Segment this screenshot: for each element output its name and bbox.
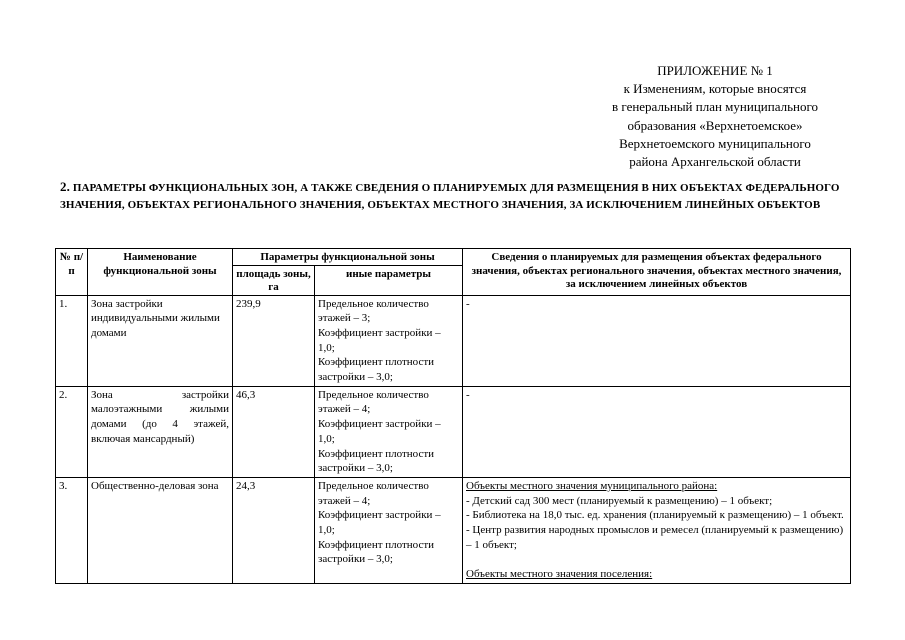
row-num: 1. (56, 295, 88, 386)
row-params (315, 295, 463, 386)
header-zone-name: Наименование функциональной зоны (88, 249, 233, 296)
header-num: № п/п (56, 249, 88, 296)
row-zone-name: Общественно-деловая зона (88, 477, 233, 583)
appendix-header (560, 62, 870, 171)
table-row (56, 477, 851, 583)
param-coverage: Коэффициент застройки – 1,0; (318, 509, 441, 537)
section-number: 2. (60, 179, 70, 194)
table-row (56, 386, 851, 477)
row-area: 24,3 (233, 477, 315, 583)
section-title-text: ПАРАМЕТРЫ ФУНКЦИОНАЛЬНЫХ ЗОН, А ТАКЖЕ СВЕДЕНИЯ О ПЛАНИРУЕМЫХ ДЛЯ РАЗМЕЩЕНИЯ В НИХ ОБЪЕКТАХ ФЕДЕРАЛЬНОГО ЗНАЧЕНИЯ, ОБЪЕКТАХ РЕГИОНАЛЬНОГО ЗНАЧЕНИЯ, ОБЪЕКТАХ МЕСТНОГО ЗНАЧЕНИЯ, ЗА ИСКЛЮЧЕНИЕМ ЛИНЕЙНЫХ ОБЪЕКТОВ (60, 182, 840, 211)
object-item: - Детский сад 300 мест (планируемый к размещению) – 1 объект; (466, 494, 773, 507)
header-objects: Сведения о планируемых для размещения объектах федерального значения, объектах регионального значения, объектах местного значения, за исключением линейных объектов (463, 249, 851, 296)
row-params (315, 386, 463, 477)
spacer (466, 552, 847, 567)
section-title (60, 178, 850, 214)
param-density: Коэффициент плотности застройки – 3,0; (318, 538, 435, 566)
header-params-group: Параметры функциональной зоны (233, 249, 463, 266)
param-coverage: Коэффициент застройки – 1,0; (318, 326, 441, 354)
appendix-line: района Архангельской области (629, 154, 801, 170)
row-num: 3. (56, 477, 88, 583)
appendix-line: к Изменениям, которые вносятся (623, 81, 807, 97)
row-zone-name: Зона застройки малоэтажными жилыми домами (до 4 этажей, включая мансардный) (88, 386, 233, 477)
param-density: Коэффициент плотности застройки – 3,0; (318, 356, 435, 384)
row-objects: - (463, 386, 851, 477)
appendix-line: в генеральный план муниципального (612, 99, 818, 115)
objects-heading-district: Объекты местного значения муниципального района: (466, 479, 718, 492)
row-zone-name: Зона застройки индивидуальными жилыми домами (88, 295, 233, 386)
appendix-line: ПРИЛОЖЕНИЕ № 1 (657, 63, 773, 78)
param-floors: Предельное количество этажей – 4; (318, 479, 429, 507)
param-coverage: Коэффициент застройки – 1,0; (318, 418, 441, 445)
row-num: 2. (56, 386, 88, 477)
object-item: - Центр развития народных промыслов и ремесел (планируемый к размещению) – 1 объект; (466, 524, 844, 551)
header-area: площадь зоны, га (233, 265, 315, 295)
param-floors: Предельное количество этажей – 3; (318, 297, 429, 325)
object-item: - Библиотека на 18,0 тыс. ед. хранения (планируемый к размещению) – 1 объект. (466, 509, 844, 522)
objects-heading-settlement: Объекты местного значения поселения: (466, 568, 653, 581)
row-objects: - (463, 295, 851, 386)
row-area: 46,3 (233, 386, 315, 477)
header-row (56, 249, 851, 266)
row-objects (463, 477, 851, 583)
appendix-line: Верхнетоемского муниципального (619, 135, 811, 151)
row-params (315, 477, 463, 583)
row-area: 239,9 (233, 295, 315, 386)
param-floors: Предельное количество этажей – 4; (318, 388, 429, 416)
header-other-params: иные параметры (315, 265, 463, 295)
zones-table (55, 248, 851, 584)
table-row (56, 295, 851, 386)
param-density: Коэффициент плотности застройки – 3,0; (318, 447, 435, 475)
appendix-line: образования «Верхнетоемское» (627, 117, 803, 133)
